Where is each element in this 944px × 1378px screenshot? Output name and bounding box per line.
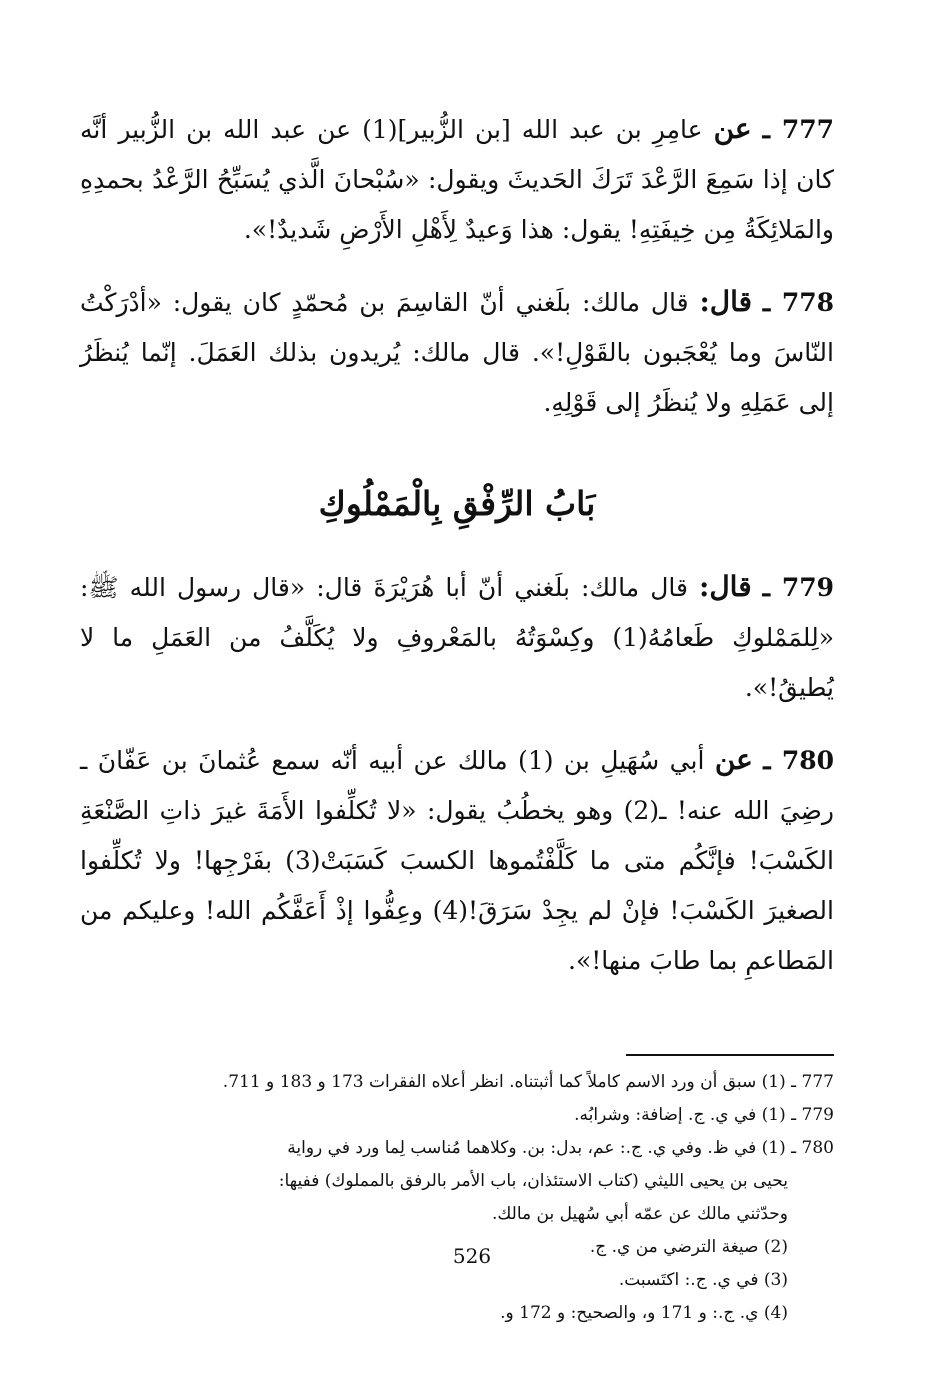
footnote-line: (3) في ي. ج.: اكتَسبت.: [618, 1270, 788, 1290]
hadith-text: قال مالك: بلَغني أنّ القاسِمَ بن مُحمّدٍ كان يقول: «أدْرَكْتُ النّاسَ وما يُعْجَبون بالقَوْلِ!». قال مالك: يُريدون بذلك العَمَلَ. إنّما يُنظَرُ إلى عَمَلِهِ ولا يُنظَرُ إلى قَوْلِهِ.: [80, 288, 834, 417]
hadith-777: [80, 104, 834, 255]
hadith-number: 780 ـ: [763, 746, 834, 775]
hadith-lead-word: قال:: [699, 570, 752, 603]
footnote-line: يحيى بن يحيى الليثي (كتاب الاستئذان، باب الأمر بالرفق بالمملوك) ففيها:: [278, 1171, 788, 1191]
hadith-number: 777 ـ: [762, 115, 834, 144]
footnote-line: (4) ي. ج.: و 171 و، والصحيح: و 172 و.: [500, 1303, 788, 1323]
footnote-line: 777 ـ (1) سبق أن ورد الاسم كاملاً كما أثبتناه. انظر أعلاه الفقرات 173 و 183 و 711.: [222, 1072, 834, 1092]
footnote-line: 779 ـ (1) في ي. ج. إضافة: وشرابُه.: [574, 1105, 834, 1125]
hadith-lead-word: عن: [713, 112, 752, 145]
hadith-text: عامِرِ بن عبد الله [بن الزُّبير](1) عن عبد الله بن الزُّبير أنَّه كان إذا سَمِعَ الرَّعْدَ تَرَكَ الحَديثَ ويقول: «سُبْحانَ الَّذي يُسَبِّحُ الرَّعْدُ بحمدِهِ والمَلائِكَةُ مِن خِيفَتِهِ! يقول: هذا وَعيدٌ لِأَهْلِ الأَرْضِ شَديدٌ!».: [80, 115, 834, 244]
chapter-title: بَابُ الرِّفْقِ بِالْمَمْلُوكِ: [318, 484, 596, 523]
footnote-line: (2) صيغة الترضي من ي. ج.: [589, 1237, 788, 1257]
footnotes: [80, 1066, 834, 1330]
footnote-line: وحدّثني مالك عن عمّه أبي سُهيل بن مالك.: [491, 1204, 788, 1224]
footnote-line: 780 ـ (1) في ظ. وفي ي. ج.: عم، بدل: بن. وكلاهما مُناسب لِما ورد في رواية: [287, 1138, 834, 1158]
hadith-779: [80, 562, 834, 713]
hadith-text: أبي سُهَيلِ بن (1) مالك عن أبيه أنّه سمع عُثمانَ بن عَفّانَ ـ رضِيَ الله عنه! ـ(2) وهو يخطُبُ يقول: «لا تُكلِّفوا الأَمَةَ غيرَ ذاتِ الصَّنْعَةِ الكَسْبَ! فإنَّكُم متى ما كَلَّفْتُموها الكسبَ كَسَبَتْ(3) بفَرْجِها! ولا تُكلِّفوا الصغيرَ الكَسْبَ! فإنْ لم يجِدْ سَرَقَ!(4) وعِفُّوا إذْ أَعَفَّكُم الله! وعليكم من المَطاعمِ بما طابَ منها!».: [80, 746, 834, 975]
hadith-780: [80, 735, 834, 986]
hadith-lead-word: عن: [714, 743, 753, 776]
hadith-number: 778 ـ: [762, 288, 834, 317]
page-number: 526: [452, 1244, 492, 1268]
hadith-text: قال مالك: بلَغني أنّ أبا هُرَيْرَةَ قال: «قال رسول الله ﷺ: «لِلمَمْلوكِ طَعامُهُ(1) وكِسْوَتُهُ بالمَعْروفِ ولا يُكَلَّفُ من العَمَلِ ما لا يُطيقُ!».: [80, 573, 834, 702]
hadith-number: 779 ـ: [762, 573, 835, 602]
footnote-divider: [626, 1054, 834, 1056]
hadith-lead-word: قال:: [699, 285, 753, 318]
hadith-778: [80, 277, 834, 428]
